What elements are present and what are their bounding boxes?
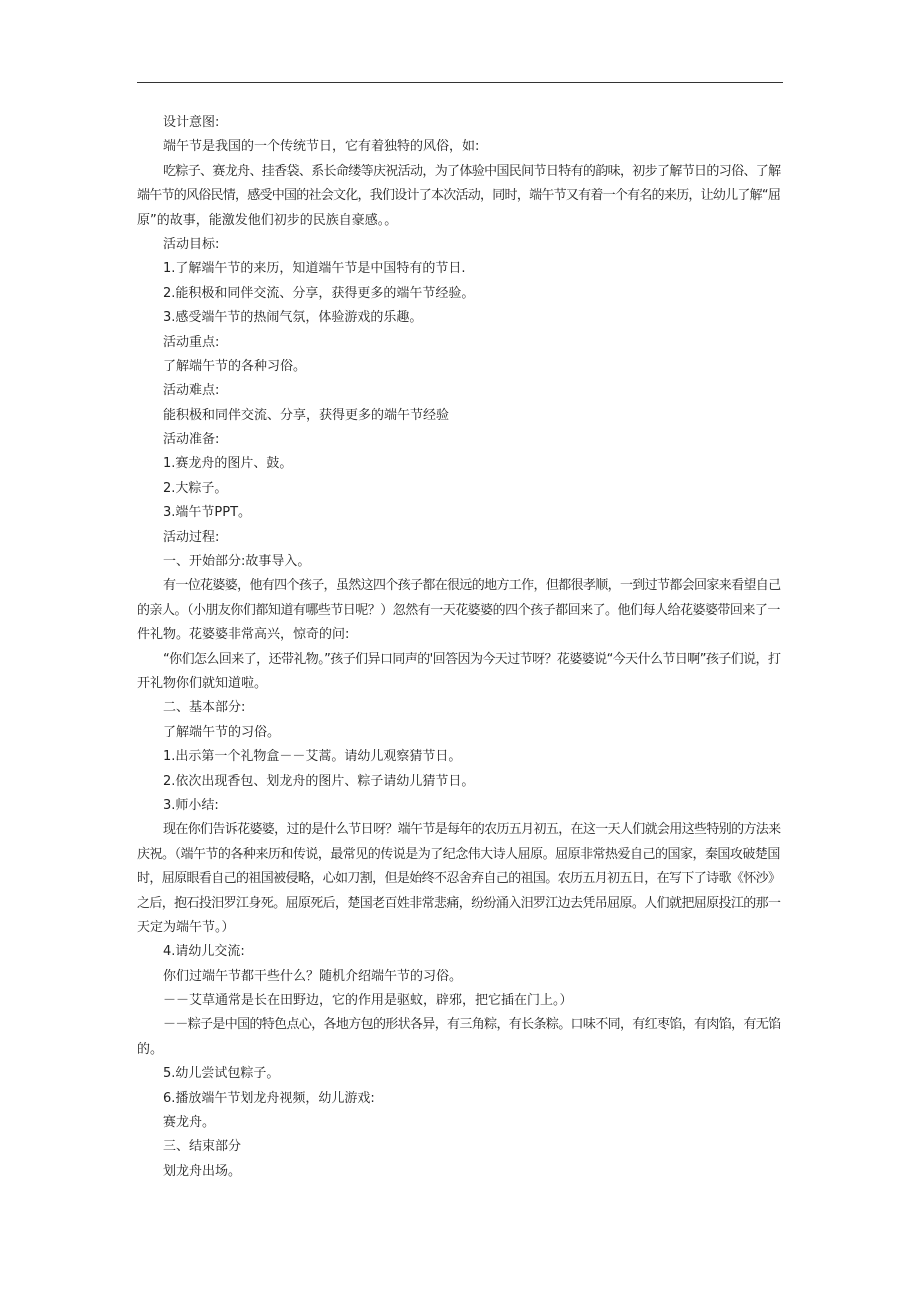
text-line: 了解端午节的习俗。 — [163, 724, 281, 740]
list-item: 3.师小结: — [163, 797, 219, 813]
text-line: －－艾草通常是长在田野边，它的作用是驱蚊，辟邪，把它插在门上。） — [163, 993, 573, 1009]
section-heading: 三、结束部分 — [163, 1139, 242, 1155]
text-line: 吃粽子、赛龙舟、挂香袋、系长命缕等庆祝活动，为了体验中国民间节日特有的韵味，初步了解节日的习俗、了解 — [163, 163, 781, 179]
list-item: 6.播放端午节划龙舟视频，幼儿游戏: — [163, 1090, 375, 1106]
text-line: 时，屈原眼看自己的祖国被侵略，心如刀割，但是始终不忍舍弃自己的祖国。农历五月初五日，在写下了诗歌《怀沙》 — [137, 871, 781, 887]
text-line: 之后，抱石投汨罗江身死。屈原死后，楚国老百姓非常悲痛，纷纷涌入汨罗江边去凭吊屈原。人们就把屈原投江的那一 — [137, 895, 781, 911]
text-line: 有一位花婆婆，他有四个孩子，虽然这四个孩子都在很远的地方工作，但都很孝顺，一到过节都会回家来看望自己 — [163, 578, 781, 594]
section-heading: 活动重点: — [163, 334, 220, 350]
text-line: 能积极和同伴交流、分享，获得更多的端午节经验 — [163, 407, 450, 423]
text-line: 端午节的风俗民情，感受中国的社会文化，我们设计了本次活动，同时，端午节又有着一个有名的来历，让幼儿了解“屈 — [137, 188, 781, 204]
list-item: 1.赛龙舟的图片、鼓。 — [163, 456, 293, 472]
list-item: 3.端午节PPT。 — [163, 505, 252, 521]
section-heading: 活动难点: — [163, 383, 220, 399]
header-rule — [137, 82, 783, 83]
list-item: 1.出示第一个礼物盒－－艾蒿。请幼儿观察猜节日。 — [163, 749, 462, 765]
text-line: 庆祝。（端午节的各种来历和传说，最常见的传说是为了纪念伟大诗人屈原。屈原非常热爱自己的国家，秦国攻破楚国 — [137, 846, 780, 862]
section-heading: 一、开始部分:故事导入。 — [163, 554, 311, 570]
section-heading: 活动过程: — [163, 529, 220, 545]
text-line: 的亲人。（小朋友你们都知道有哪些节日呢？）忽然有一天花婆婆的四个孩子都回来了。他们每人给花婆婆带回来了一 — [137, 602, 780, 618]
list-item: 1.了解端午节的来历，知道端午节是中国特有的节日. — [163, 261, 466, 277]
text-line: 设计意图: — [163, 115, 220, 130]
text-line: 赛龙舟。 — [163, 1115, 216, 1131]
text-line: 原”的故事，能激发他们初步的民族自豪感。。 — [137, 212, 398, 228]
text-line: 现在你们告诉花婆婆，过的是什么节日呀？端午节是每年的农历五月初五，在这一天人们就会用这些特别的方法来 — [163, 822, 781, 838]
list-item: 2.能积极和同伴交流、分享，获得更多的端午节经验。 — [163, 285, 475, 301]
text-line: 天定为端午节。） — [137, 919, 235, 935]
text-line: 了解端午节的各种习俗。 — [163, 358, 307, 374]
text-line: “你们怎么回来了，还带礼物。”孩子们异口同声的'回答因为今天过节呀？花婆婆说“今天什么节日啊”孩子们说，打 — [163, 651, 781, 667]
list-item: 5.幼儿尝试包粽子。 — [163, 1066, 280, 1082]
list-item: 2.大粽子。 — [163, 480, 228, 496]
text-line: 件礼物。花婆婆非常高兴，惊奇的问: — [137, 627, 350, 643]
section-heading: 活动准备: — [163, 432, 220, 448]
list-item: 4.请幼儿交流: — [163, 944, 245, 960]
text-line: 开礼物你们就知道啦。 — [137, 675, 268, 691]
list-item: 2.依次出现香包、划龙舟的图片、粽子请幼儿猜节日。 — [163, 773, 475, 789]
text-line: －－粽子是中国的特色点心，各地方包的形状各异，有三角粽，有长条粽。口味不同，有红枣馅，有肉馅，有无馅 — [163, 1017, 781, 1033]
text-line: 你们过端午节都干些什么？随机介绍端午节的习俗。 — [163, 968, 463, 984]
section-heading: 活动目标: — [163, 236, 220, 252]
text-line: 端午节是我国的一个传统节日，它有着独特的风俗，如: — [163, 139, 480, 155]
text-line: 划龙舟出场。 — [163, 1163, 242, 1179]
section-heading: 二、基本部分: — [163, 700, 246, 716]
text-line: 的。 — [137, 1041, 164, 1057]
list-item: 3.感受端午节的热闹气氛，体验游戏的乐趣。 — [163, 310, 423, 326]
document-body — [137, 111, 783, 1184]
